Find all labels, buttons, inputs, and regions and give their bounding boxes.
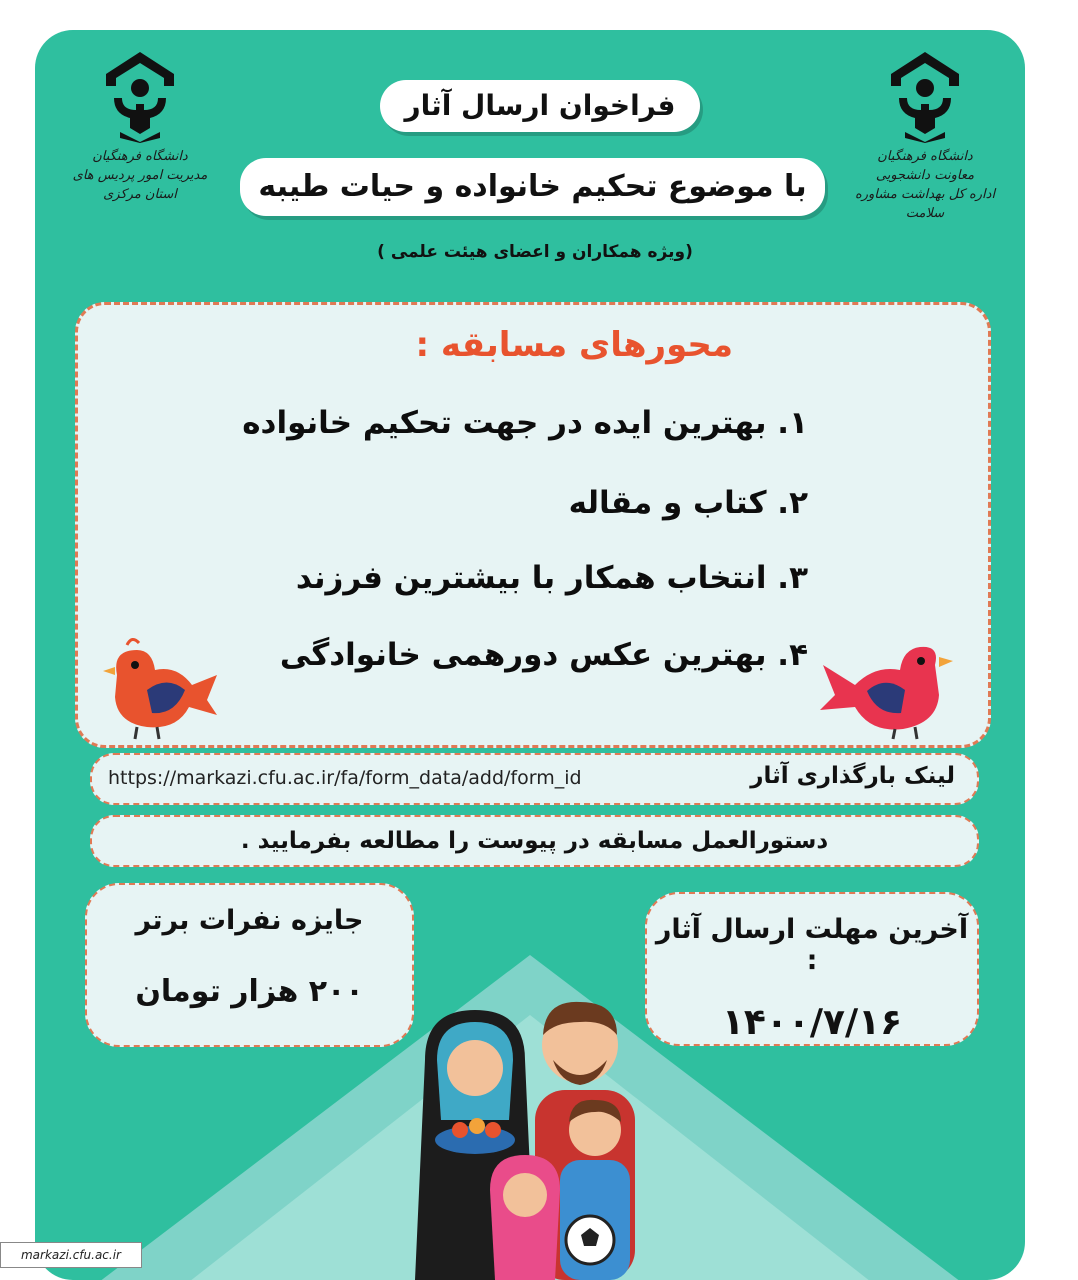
upload-link-label: لینک بارگذاری آثار	[750, 763, 955, 789]
poster	[35, 30, 1025, 1280]
logo-right-line2: معاونت دانشجویی	[875, 168, 975, 183]
page-title: فراخوان ارسال آثار	[380, 80, 700, 132]
family-illustration	[385, 990, 685, 1280]
instructions-text: دستورالعمل مسابقه در پیوست را مطالعه بفرمایید .	[90, 815, 979, 867]
prize-amount: ۲۰۰ هزار تومان	[135, 974, 364, 1009]
logo-left-line2: مدیریت امور پردیس های	[72, 168, 208, 183]
university-emblem-icon	[885, 48, 965, 143]
deadline-heading: آخرین مهلت ارسال آثار :	[655, 914, 969, 976]
university-logo-left	[65, 48, 215, 204]
page-subtitle: با موضوع تحکیم خانواده و حیات طیبه	[240, 158, 825, 216]
topic-item: ۴. بهترین عکس دورهمی خانوادگی	[279, 637, 808, 673]
audience-note: (ویژه همکاران و اعضای هیئت علمی )	[377, 242, 693, 262]
logo-right-line3: اداره کل بهداشت مشاوره سلامت	[854, 187, 996, 221]
deadline-date: ۱۴۰۰/۷/۱۶	[721, 1002, 903, 1043]
logo-left-line3: استان مرکزی	[103, 187, 177, 202]
logo-left-line1: دانشگاه فرهنگیان	[92, 149, 188, 164]
upload-link-row	[90, 753, 979, 805]
bird-icon	[815, 635, 955, 740]
university-logo-right	[835, 48, 1015, 223]
topic-item: ۳. انتخاب همکار با بیشترین فرزند	[295, 560, 808, 596]
deadline-box	[645, 892, 979, 1046]
logo-right-line1: دانشگاه فرهنگیان	[877, 149, 973, 164]
university-emblem-icon	[100, 48, 180, 143]
topic-item: ۱. بهترین ایده در جهت تحکیم خانواده	[242, 405, 808, 441]
bird-icon	[97, 635, 222, 740]
topics-heading: محورهای مسابقه :	[415, 325, 733, 365]
prize-box	[85, 883, 414, 1047]
site-watermark: markazi.cfu.ac.ir	[0, 1242, 142, 1268]
topic-item: ۲. کتاب و مقاله	[568, 485, 808, 521]
prize-heading: جایزه نفرات برتر	[135, 905, 364, 936]
upload-link-url[interactable]: https://markazi.cfu.ac.ir/fa/form_data/add/form_id	[108, 767, 582, 789]
